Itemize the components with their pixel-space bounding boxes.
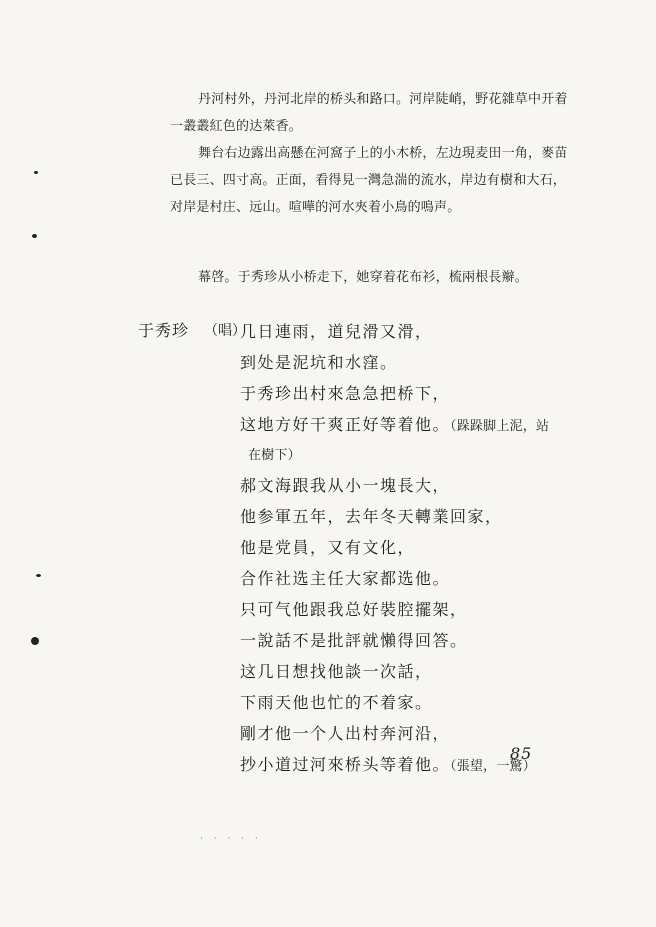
verse-line: 抄小道过河來桥头等着他。（張望，一驚） [240,755,536,774]
verse-line: 这地方好干爽正好等着他。（跺跺脚上泥，站 [240,415,550,434]
verse-line: 只可气他跟我总好裝腔擺架， [240,600,468,619]
verse-line: 他参軍五年，去年冬天轉業回家， [240,507,503,526]
stage-direction-scenery: 舞台右边露出高懸在河窩子上的小木桥，左边現麦田一角，麥苗已長三、四寸高。正面，看得見一灣急湍的流水，岸边有樹和大石，对岸是村庄、远山。喧嘩的河水夾着小鳥的鳴声。 [170,146,568,215]
page-number: 85 [510,744,533,763]
stage-direction-entry: 幕啓。于秀珍从小桥走下，她穿着花布衫，梳兩根長辮。 [198,270,529,285]
verse-line: 他是党員，又有文化， [240,538,416,557]
verse-line: 下雨天他也忙的不着家。 [240,693,433,712]
verse-line: 几日連雨，道兒滑又滑， [240,322,433,341]
verse-line: 到处是泥坑和水窪。 [240,353,398,372]
margin-speck [31,637,39,645]
stage-note: （跺跺脚上泥，站 [450,419,550,434]
margin-speck [36,574,41,577]
margin-speck [32,234,37,238]
speaker-name: 于秀珍 [138,321,190,340]
opening-stage-directions [170,86,570,221]
singing-cue: （唱） [204,323,246,339]
verse-line: 剛才他一个人出村奔河沿， [240,724,451,743]
stage-direction-setting: 丹河村外，丹河北岸的桥头和路口。河岸陡峭，野花雜草中开着一叢叢紅色的达萊香。 [170,92,568,134]
verse-line: 于秀珍出村來急急把桥下， [240,384,451,403]
entry-stage-direction-block [170,264,570,291]
stage-note: （張望，一驚） [450,759,536,774]
bottom-specks: · · · · · [200,834,262,844]
margin-speck [34,171,38,174]
verse-block [240,316,580,782]
verse-line: 郝文海跟我从小一塊長大， [240,476,451,495]
verse-line: 一說話不是批評就懶得回答。 [240,631,468,650]
verse-line: 合作社选主任大家都选他。 [240,569,451,588]
stage-note-continuation: 在樹下） [248,448,301,463]
verse-line: 这几日想找他談一次話， [240,662,433,681]
